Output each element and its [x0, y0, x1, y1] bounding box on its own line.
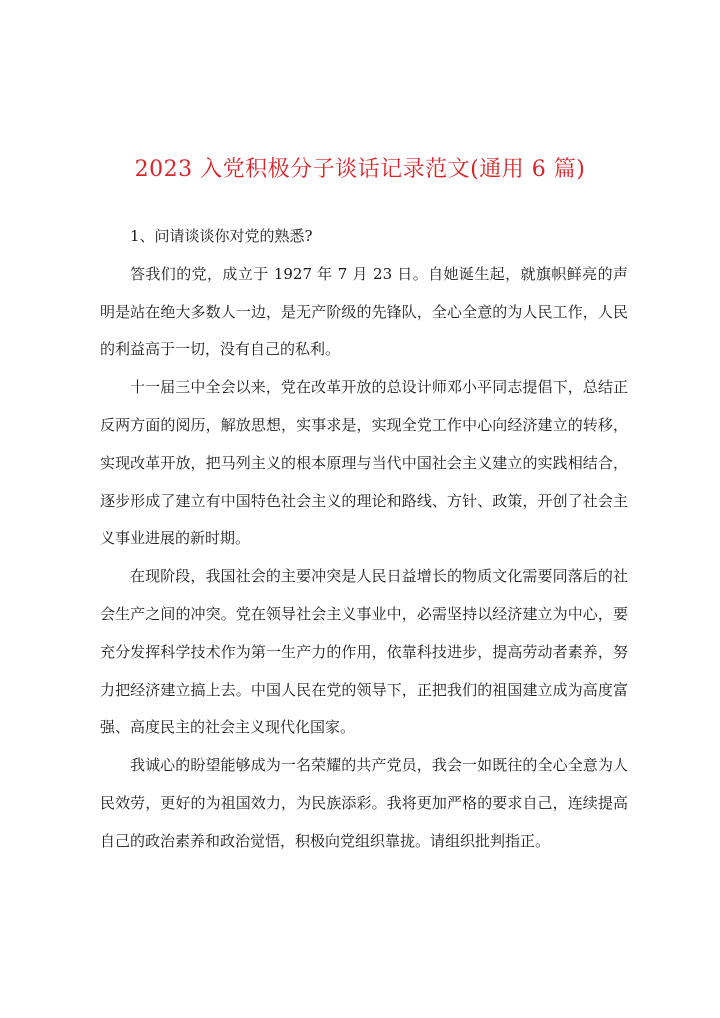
paragraph: 在现阶段，我国社会的主要冲突是人民日益增长的物质文化需要同落后的社会生产之间的冲突。党在领导社会主义事业中，必需坚持以经济建立为中心，要充分发挥科学技术作为第一生产力的作用，依靠科技进步，提高劳动者素养，努力把经济建立搞上去。中国人民在党的领导下，正把我们的祖国建立成为高度富强、高度民主的社会主义现代化国家。 — [100, 567, 628, 737]
paragraph: 1、问请谈谈你对党的熟悉? — [130, 227, 313, 245]
document-body — [100, 218, 628, 861]
paragraph: 我诚心的盼望能够成为一名荣耀的共产党员，我会一如既往的全心全意为人民效劳，更好的为祖国效力，为民族添彩。我将更加严格的要求自己，连续提高自己的政治素养和政治觉悟，积极向党组织靠拢。请组织批判指正。 — [100, 756, 628, 850]
paragraph: 答我们的党，成立于 1927 年 7 月 23 日。自她诞生起，就旗帜鲜亮的声明是站在绝大多数人一边，是无产阶级的先锋队，全心全意的为人民工作，人民的利益高于一切，没有自己的私利。 — [100, 264, 628, 359]
document-title: 2023 入党积极分子谈话记录范文(通用 6 篇) — [134, 157, 586, 182]
paragraph: 十一届三中全会以来，党在改革开放的总设计师邓小平同志提倡下，总结正反两方面的阅历，解放思想，实事求是，实现全党工作中心向经济建立的转移，实现改革开放，把马列主义的根本原理与当代中国社会主义建立的实践相结合，逐步形成了建立有中国特色社会主义的理论和路线、方针、政策，开创了社会主义事业进展的新时期。 — [100, 378, 628, 548]
